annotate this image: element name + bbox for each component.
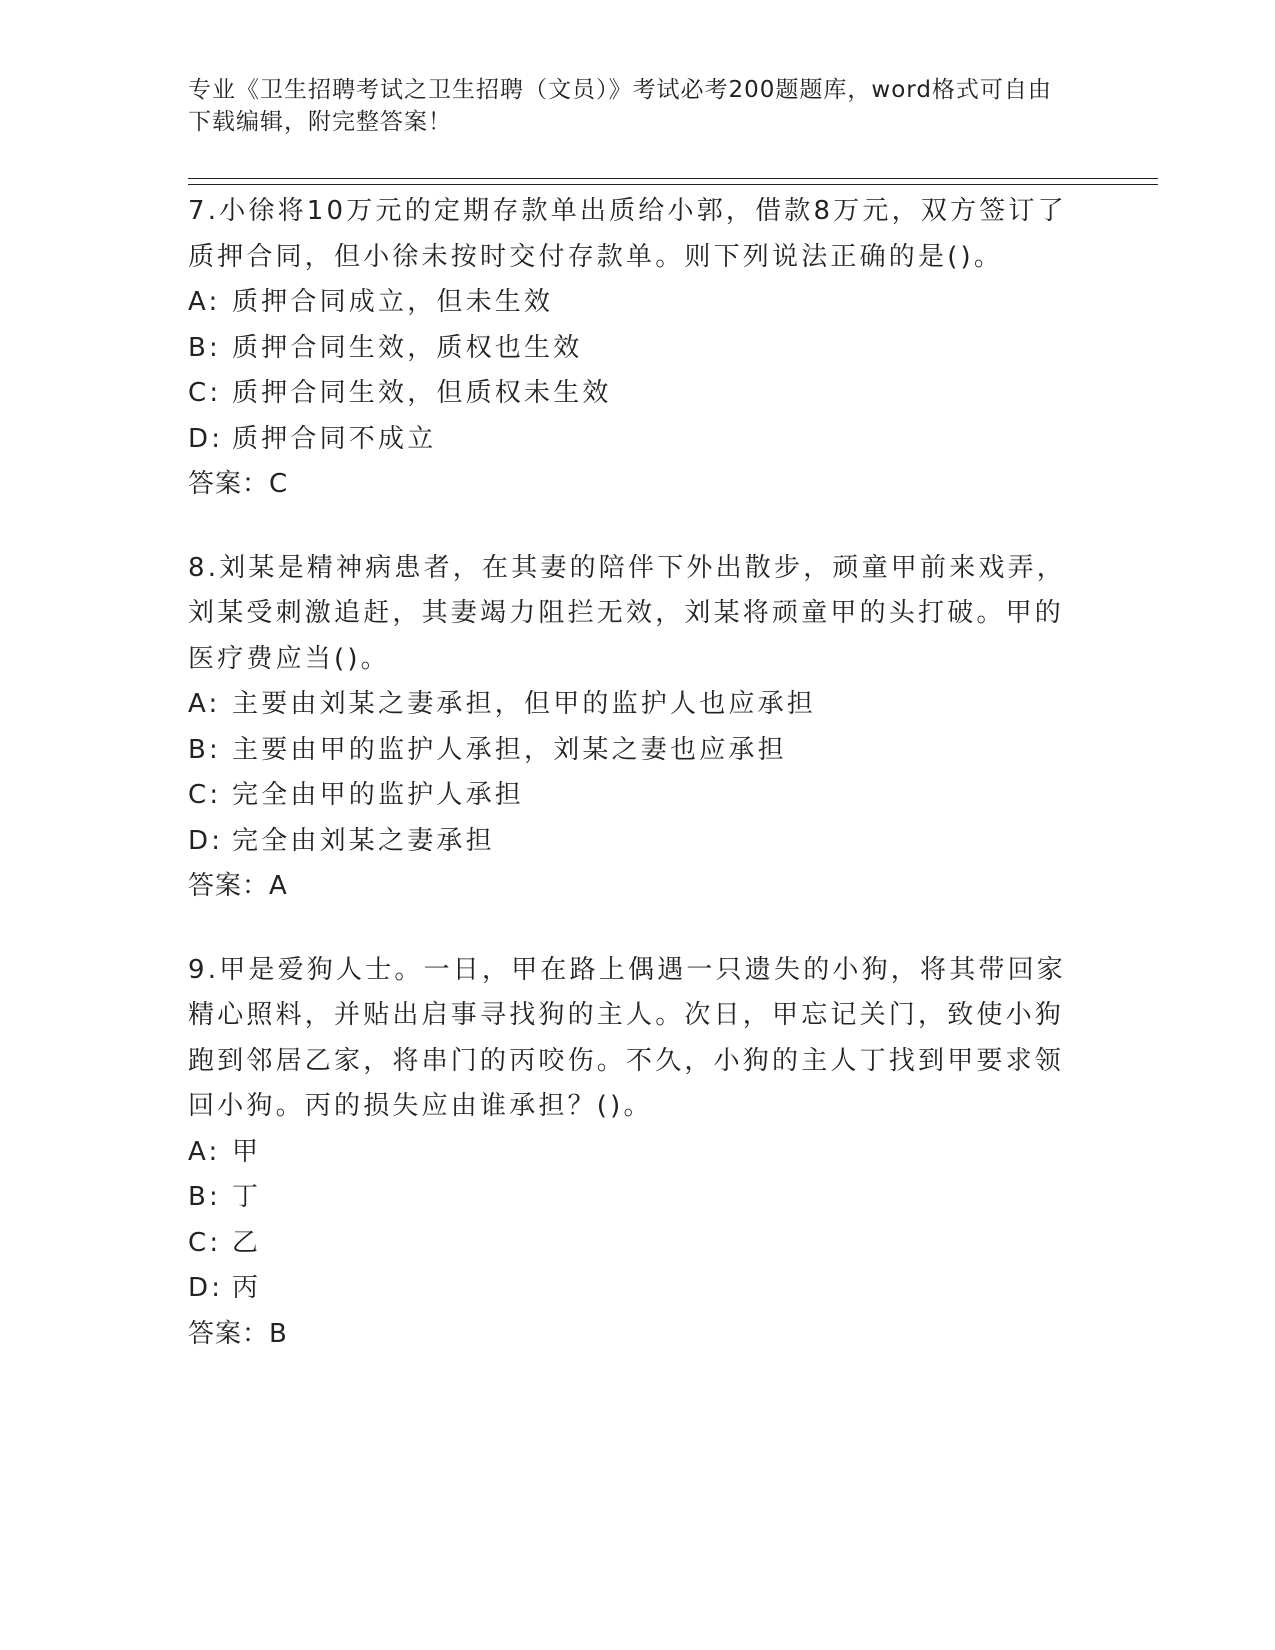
header-divider-top	[188, 178, 1158, 179]
option-text: 丙	[232, 1273, 262, 1303]
option-text: 甲	[232, 1136, 262, 1167]
option-a	[188, 1130, 1088, 1176]
option-d	[188, 1266, 1088, 1312]
option-key: A:	[188, 1136, 221, 1167]
question-list	[188, 189, 1088, 1395]
option-d	[188, 417, 1088, 463]
question-stem: 7.小徐将10万元的定期存款单出质给小郭，借款8万元，双方签订了质押合同，但小徐未按时交付存款单。则下列说法正确的是()。	[188, 196, 1067, 272]
option-key: C:	[188, 780, 222, 810]
option-b	[188, 326, 1088, 372]
option-text: 丁	[232, 1182, 262, 1212]
option-b	[188, 1175, 1088, 1221]
option-key: A:	[188, 689, 221, 719]
question-block	[188, 189, 1088, 508]
option-key: D:	[188, 1273, 224, 1303]
option-d	[188, 819, 1088, 865]
header-divider-bottom	[188, 184, 1158, 185]
answer-line: 答案：B	[188, 1318, 288, 1349]
option-a	[188, 682, 1088, 728]
option-text: 完全由甲的监护人承担	[232, 780, 525, 810]
document-header: 专业《卫生招聘考试之卫生招聘（文员）》考试必考200题题库，word格式可自由下载编辑，附完整答案！	[188, 77, 1052, 135]
option-text: 质押合同不成立	[232, 423, 437, 454]
option-key: C:	[188, 378, 222, 408]
question-stem: 8.刘某是精神病患者，在其妻的陪伴下外出散步，顽童甲前来戏弄，刘某受刺激追赶，其妻竭力阻拦无效，刘某将顽童甲的头打破。甲的医疗费应当()。	[188, 552, 1067, 674]
question-block	[188, 546, 1088, 910]
question-stem: 9.甲是爱狗人士。一日，甲在路上偶遇一只遗失的小狗，将其带回家精心照料，并贴出启事寻找狗的主人。次日，甲忘记关门，致使小狗跑到邻居乙家，将串门的丙咬伤。不久，小狗的主人丁找到甲要求领回小狗。丙的损失应由谁承担？()。	[188, 954, 1067, 1121]
option-a	[188, 280, 1088, 326]
option-text: 乙	[232, 1227, 262, 1258]
option-text: 质押合同生效，但质权未生效	[232, 378, 612, 408]
option-c	[188, 773, 1088, 819]
option-key: B:	[188, 734, 221, 765]
option-key: B:	[188, 332, 221, 363]
option-text: 质押合同成立，但未生效	[232, 287, 554, 317]
option-text: 主要由刘某之妻承担，但甲的监护人也应承担	[232, 689, 817, 719]
option-text: 主要由甲的监护人承担，刘某之妻也应承担	[232, 734, 787, 765]
option-key: D:	[188, 423, 224, 454]
option-key: D:	[188, 825, 224, 856]
option-text: 完全由刘某之妻承担	[232, 825, 495, 856]
option-text: 质押合同生效，质权也生效	[232, 332, 583, 363]
option-b	[188, 728, 1088, 774]
option-key: C:	[188, 1227, 222, 1258]
answer-line: 答案：C	[188, 469, 289, 499]
option-key: A:	[188, 287, 221, 317]
option-c	[188, 1221, 1088, 1267]
question-block	[188, 948, 1088, 1358]
answer-line: 答案：A	[188, 871, 288, 901]
option-key: B:	[188, 1182, 221, 1212]
option-c	[188, 371, 1088, 417]
